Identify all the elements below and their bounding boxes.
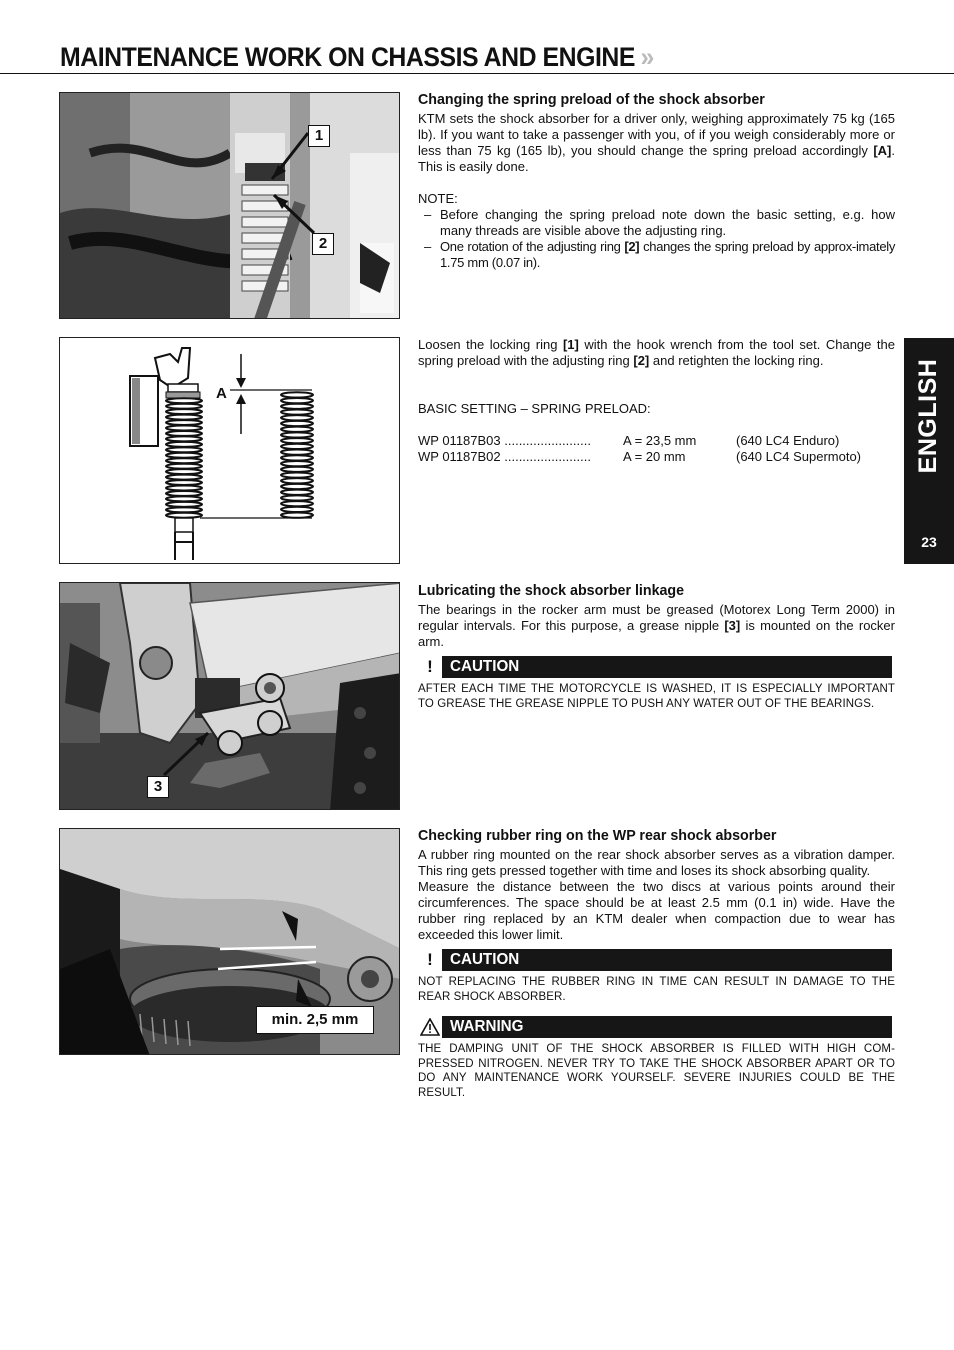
spring-coil: [166, 436, 202, 441]
min-distance-label: min. 2,5 mm: [256, 1006, 374, 1034]
spring-coil: [166, 447, 202, 452]
spring-coil: [281, 392, 313, 397]
spring-coil: [281, 421, 313, 426]
spring-coil: [166, 480, 202, 485]
ref-1: [1]: [562, 337, 579, 352]
warning-bar: [418, 1016, 892, 1038]
spring-coil: [281, 478, 313, 483]
body-text: KTM sets the shock absorber for a driver only, weighing approximately 75 kg (165 lb). If you want to take a passenger with you, of if you weigh considerably more or less than 75 kg (165 lb), you should change the spring preload accordingly: [418, 111, 895, 158]
settings-list: [418, 433, 895, 465]
spring-coil: [166, 431, 202, 436]
spring-coil: [166, 486, 202, 491]
shock-absorber-photo-illustration: [60, 93, 400, 319]
setting-row: [418, 433, 895, 449]
section-heading: Checking rubber ring on the WP rear shock absorber: [418, 827, 777, 844]
note-text-end: changes the spring preload by approx-imately 1.75 mm (0.07 in).: [440, 239, 896, 270]
list-item: – Before changing the spring preload note down the basic setting, e.g. how many threads are visible above the adjusting ring.: [418, 207, 895, 239]
spring-coil: [166, 420, 202, 425]
spring-preload-diagram: [59, 337, 400, 564]
body-text: The bearings in the rocker arm must be greased (Motorex Long Term 2000) in regular intervals. For this purpose, a grease nipple: [418, 602, 895, 633]
spring-coil: [281, 490, 313, 495]
page-title: [60, 42, 654, 73]
spring-coil: [166, 469, 202, 474]
dimension-label-a: A: [216, 385, 227, 402]
spring-coil: [281, 427, 313, 432]
warning-triangle-icon: [418, 1016, 442, 1038]
list-item: [418, 239, 895, 271]
rocker-arm-photo: [59, 582, 400, 810]
setting-value: A = 23,5 mm: [623, 433, 697, 448]
rubber-ring-photo: [59, 828, 400, 1055]
section-body: [418, 111, 895, 175]
section-body-1: A rubber ring mounted on the rear shock absorber serves as a vibration damper. This ring gets pressed together with time and loses its shock absorbing quality.: [418, 847, 895, 878]
spring-coil: [166, 507, 202, 512]
section-adjust-instructions: [418, 337, 895, 465]
spring-coil: [166, 464, 202, 469]
spring-coil: [281, 461, 313, 466]
warning-label: WARNING: [450, 1018, 524, 1035]
spring-coil: [281, 444, 313, 449]
body-text-end: is mounted on the rocker arm.: [418, 618, 895, 649]
spring-coil: [281, 455, 313, 460]
warning-text: THE DAMPING UNIT OF THE SHOCK ABSORBER IS FILLED WITH HIGH COM-PRESSED NITROGEN. NEVER TRY TO TAKE THE SHOCK ABSORBER APART OR TO DO ANY MAINTENANCE WORK YOURSELF. SEVERE INJURIES COULD BE THE RESULT.: [418, 1043, 895, 1099]
basic-setting-label: BASIC SETTING – SPRING PRELOAD:: [418, 401, 651, 416]
spring-coil: [281, 484, 313, 489]
language-label: ENGLISH: [914, 358, 942, 474]
language-tab: [904, 338, 954, 564]
adjust-text: Loosen the locking ring: [418, 337, 558, 352]
setting-value: A = 20 mm: [623, 449, 686, 464]
spring-coil: [166, 513, 202, 518]
warning-triangle-icon-svg: [420, 1018, 440, 1036]
section-body: [418, 602, 895, 650]
page-title-text: MAINTENANCE WORK ON CHASSIS AND ENGINE: [60, 42, 636, 72]
note-ref: [2]: [624, 239, 640, 254]
spring-coil: [166, 496, 202, 501]
setting-model: (640 LC4 Supermoto): [736, 449, 862, 464]
spring-coil: [281, 507, 313, 512]
caution-label: CAUTION: [450, 951, 520, 968]
spring-coil: [281, 472, 313, 477]
setting-part: WP 01187B03 ........................: [418, 433, 591, 448]
body-ref: [A]: [873, 143, 892, 158]
caution-bar: [418, 949, 892, 971]
caution-text: NOT REPLACING THE RUBBER RING IN TIME CAN RESULT IN DAMAGE TO THE REAR SHOCK ABSORBER.: [418, 976, 895, 1003]
spring-coil: [166, 491, 202, 496]
section-body-2: Measure the distance between the two discs at various points around their circumferences. The space should be at least 2.5 mm (0.1 in) wide. Have the rubber ring replaced by an KTM dealer when compaction due to wear has exceeded this lower limit.: [418, 879, 895, 942]
callout-1: 1: [308, 125, 330, 147]
spring-coil: [281, 467, 313, 472]
callout-2: 2: [312, 233, 334, 255]
spring-coil: [281, 495, 313, 500]
setting-part: WP 01187B02 ........................: [418, 449, 591, 464]
shock-absorber-photo: [59, 92, 400, 319]
page-number: 23: [921, 534, 937, 550]
note-label: NOTE:: [418, 191, 458, 206]
chevron-icon: »: [640, 42, 654, 72]
spring-coil: [281, 501, 313, 506]
spring-coil: [166, 404, 202, 409]
caution-label: CAUTION: [450, 658, 520, 675]
spring-coil: [166, 415, 202, 420]
section-heading: Changing the spring preload of the shock absorber: [418, 91, 765, 108]
caution-text: AFTER EACH TIME THE MOTORCYCLE IS WASHED, IT IS ESPECIALLY IMPORTANT TO GREASE THE GREASE NIPPLE TO PUSH ANY WATER OUT OF THE BEARINGS.: [418, 683, 895, 710]
spring-coil: [281, 409, 313, 414]
caution-bar: [418, 656, 892, 678]
spring-coil: [166, 502, 202, 507]
adjust-text-3: and retighten the locking ring.: [652, 353, 824, 368]
spring-coil: [166, 453, 202, 458]
setting-row: [418, 449, 895, 465]
note-text: One rotation of the adjusting ring: [440, 239, 621, 254]
spring-coil: [281, 513, 313, 518]
exclamation-icon: !: [418, 949, 442, 971]
section-linkage-lubrication: [418, 582, 895, 711]
spring-coil: [166, 426, 202, 431]
spring-coil: [281, 398, 313, 403]
spring-coil: [281, 415, 313, 420]
section-heading: Lubricating the shock absorber linkage: [418, 582, 685, 599]
spring-coil: [281, 432, 313, 437]
section-spring-preload: [418, 91, 895, 271]
section-rubber-ring: [418, 827, 895, 1100]
adjust-body: [418, 337, 895, 369]
rocker-arm-photo-illustration: [60, 583, 400, 810]
spring-coil: [166, 442, 202, 447]
callout-3: 3: [147, 776, 169, 798]
setting-model: (640 LC4 Enduro): [736, 433, 840, 448]
spring-coil: [166, 409, 202, 414]
title-rule: [0, 73, 954, 74]
spring-coil: [281, 438, 313, 443]
spring-coil: [166, 475, 202, 480]
spring-coil: [281, 404, 313, 409]
exclamation-icon: !: [418, 656, 442, 678]
note-list: [418, 207, 895, 271]
adjust-text-2: with the hook wrench from the tool set. Change the spring preload with the adjusting ring: [418, 337, 895, 368]
body-text-end: . This is easily done.: [418, 143, 895, 174]
body-ref: [3]: [724, 618, 741, 633]
spring-coil: [166, 458, 202, 463]
spring-diagram-illustration: [60, 338, 401, 565]
spring-coil: [166, 398, 202, 403]
spring-coil: [281, 450, 313, 455]
ref-2: [2]: [633, 353, 650, 368]
